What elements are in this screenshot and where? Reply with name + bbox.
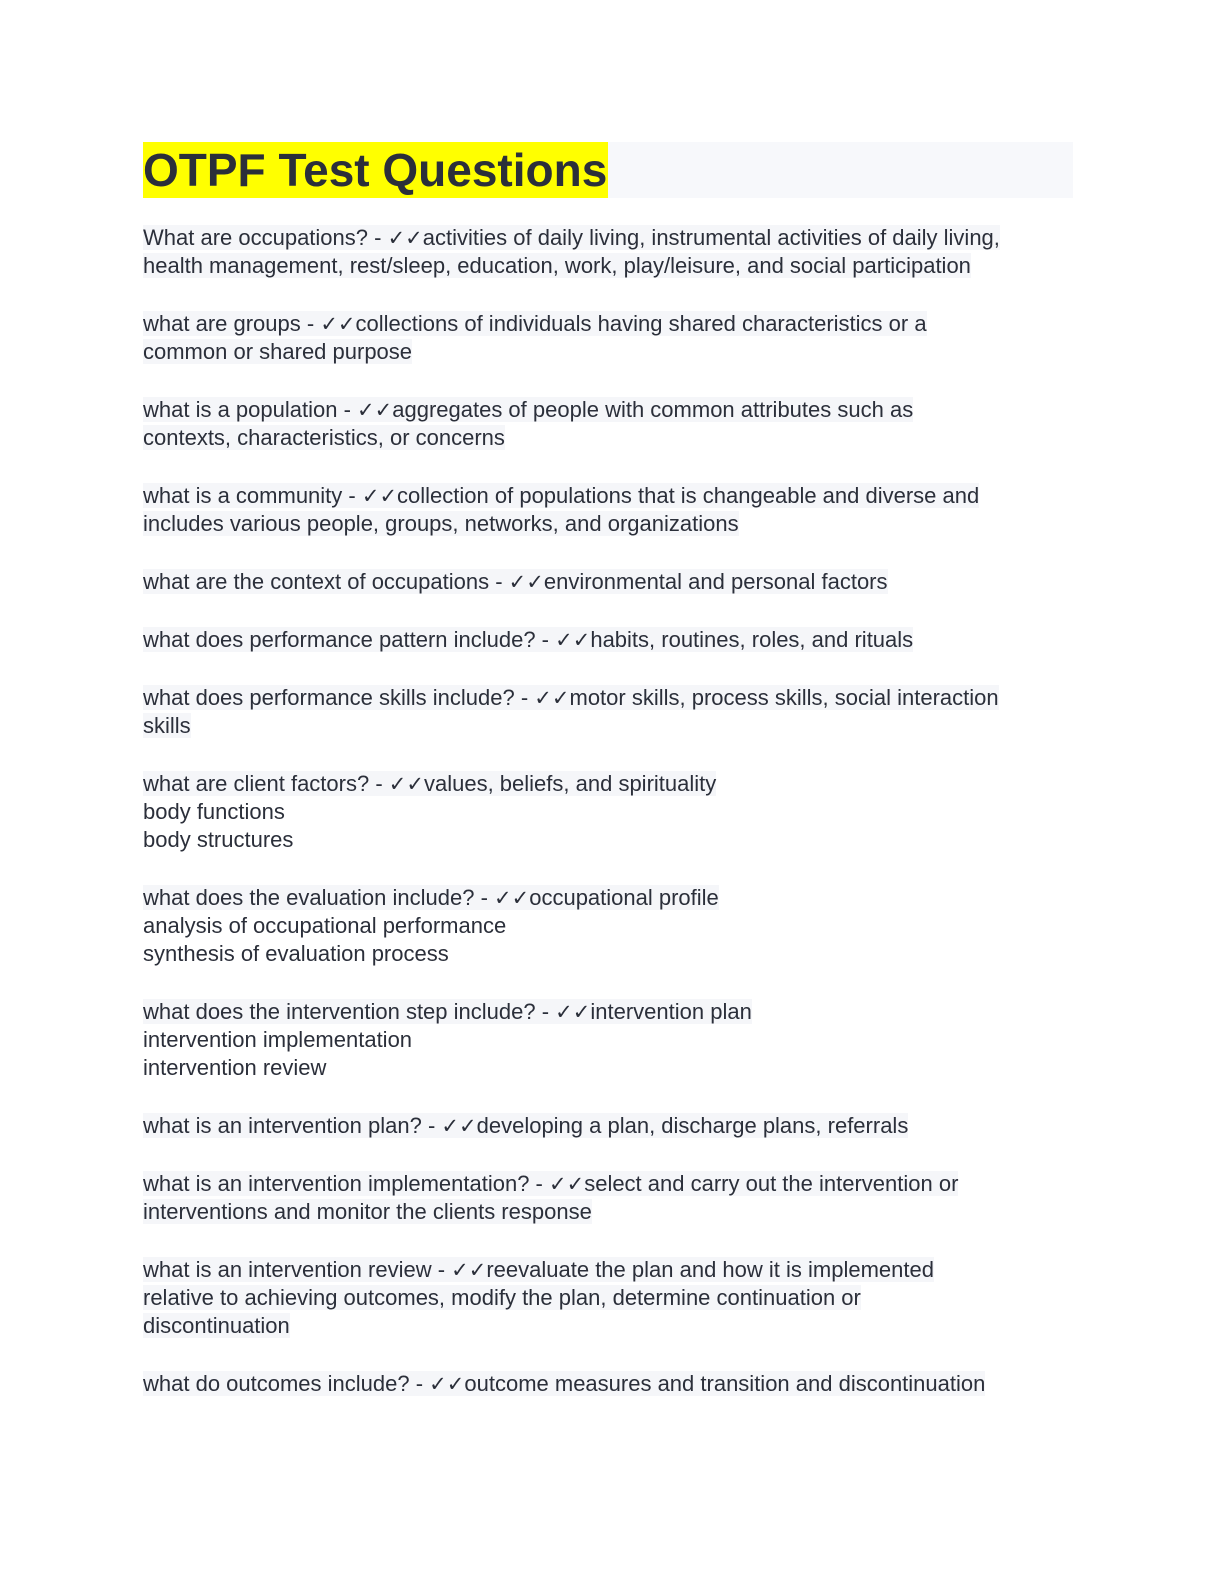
answer-text: motor skills, process skills, social interaction [569,685,999,710]
question-text: what is a population - [143,397,358,422]
answer-text: synthesis of evaluation process [143,941,449,966]
qa-line [143,1256,1073,1284]
qa-line [143,568,1073,596]
answer-text: analysis of occupational performance [143,913,507,938]
answer-text: values, beliefs, and spirituality [423,771,717,796]
answer-text: select and carry out the intervention or [584,1171,959,1196]
double-check-icon: ✓✓ [494,886,530,910]
qa-line [143,684,1073,712]
title-bar [143,142,1073,198]
double-check-icon: ✓✓ [441,1114,477,1138]
answer-text: intervention review [143,1055,327,1080]
qa-item [143,884,1073,968]
question-text: what does the evaluation include? - [143,885,495,910]
double-check-icon: ✓✓ [320,312,356,336]
answer-text: skills [143,713,191,738]
question-text: what are groups - [143,311,321,336]
answer-text: habits, routines, roles, and rituals [590,627,914,652]
qa-line [143,912,1073,940]
qa-line [143,884,1073,912]
question-text: what is an intervention implementation? - [143,1171,549,1196]
qa-line [143,998,1073,1026]
answer-text: relative to achieving outcomes, modify the plan, determine continuation or [143,1285,861,1310]
qa-line [143,510,1073,538]
qa-line [143,626,1073,654]
double-check-icon: ✓✓ [357,398,393,422]
qa-line [143,1170,1073,1198]
question-text: what does performance pattern include? - [143,627,556,652]
qa-item [143,1256,1073,1340]
qa-item [143,482,1073,538]
question-text: what is an intervention plan? - [143,1113,442,1138]
answer-text: body structures [143,827,294,852]
qa-line [143,310,1073,338]
question-text: what does performance skills include? - [143,685,535,710]
answer-text: occupational profile [529,885,719,910]
question-text: what are the context of occupations - [143,569,509,594]
document-page [143,142,1073,1428]
double-check-icon: ✓✓ [534,686,570,710]
double-check-icon: ✓✓ [451,1258,487,1282]
qa-item [143,396,1073,452]
qa-line [143,224,1073,252]
qa-line [143,770,1073,798]
question-text: what are client factors? - [143,771,389,796]
qa-line [143,396,1073,424]
answer-text: outcome measures and transition and discontinuation [464,1371,986,1396]
qa-item [143,684,1073,740]
answer-text: collections of individuals having shared characteristics or a [355,311,927,336]
qa-line [143,826,1073,854]
answer-text: contexts, characteristics, or concerns [143,425,505,450]
qa-line [143,424,1073,452]
qa-item [143,626,1073,654]
question-text: what is a community - [143,483,362,508]
answer-text: aggregates of people with common attributes such as [392,397,914,422]
qa-line [143,940,1073,968]
qa-line [143,1284,1073,1312]
qa-item [143,1112,1073,1140]
answer-text: health management, rest/sleep, education, work, play/leisure, and social participation [143,253,971,278]
answer-text: collection of populations that is changeable and diverse and [397,483,980,508]
qa-line [143,252,1073,280]
double-check-icon: ✓✓ [387,226,423,250]
answer-text: intervention plan [590,999,752,1024]
answer-text: environmental and personal factors [543,569,888,594]
qa-item [143,1370,1073,1398]
qa-line [143,1054,1073,1082]
qa-item [143,998,1073,1082]
double-check-icon: ✓✓ [549,1172,585,1196]
double-check-icon: ✓✓ [361,484,398,508]
qa-item [143,568,1073,596]
double-check-icon: ✓✓ [388,772,424,796]
answer-text: activities of daily living, instrumental activities of daily living, [422,225,1000,250]
qa-list [143,224,1073,1398]
double-check-icon: ✓✓ [555,1000,591,1024]
qa-line [143,712,1073,740]
qa-item [143,1170,1073,1226]
qa-item [143,770,1073,854]
question-text: What are occupations? - [143,225,388,250]
question-text: what does the intervention step include? - [143,999,556,1024]
question-text: what do outcomes include? - [143,1371,430,1396]
qa-line [143,1370,1073,1398]
qa-line [143,1112,1073,1140]
answer-text: includes various people, groups, networks, and organizations [143,511,739,536]
qa-line [143,1026,1073,1054]
answer-text: interventions and monitor the clients response [143,1199,592,1224]
qa-line [143,1312,1073,1340]
qa-item [143,310,1073,366]
answer-text: discontinuation [143,1313,290,1338]
qa-line [143,338,1073,366]
answer-text: intervention implementation [143,1027,413,1052]
answer-text: common or shared purpose [143,339,413,364]
qa-line [143,482,1073,510]
double-check-icon: ✓✓ [555,628,591,652]
qa-line [143,1198,1073,1226]
page-title: OTPF Test Questions [143,144,608,196]
qa-item [143,224,1073,280]
answer-text: developing a plan, discharge plans, referrals [476,1113,909,1138]
answer-text: reevaluate the plan and how it is implemented [486,1257,934,1282]
double-check-icon: ✓✓ [429,1372,465,1396]
qa-line [143,798,1073,826]
double-check-icon: ✓✓ [508,570,544,594]
question-text: what is an intervention review - [143,1257,452,1282]
answer-text: body functions [143,799,285,824]
